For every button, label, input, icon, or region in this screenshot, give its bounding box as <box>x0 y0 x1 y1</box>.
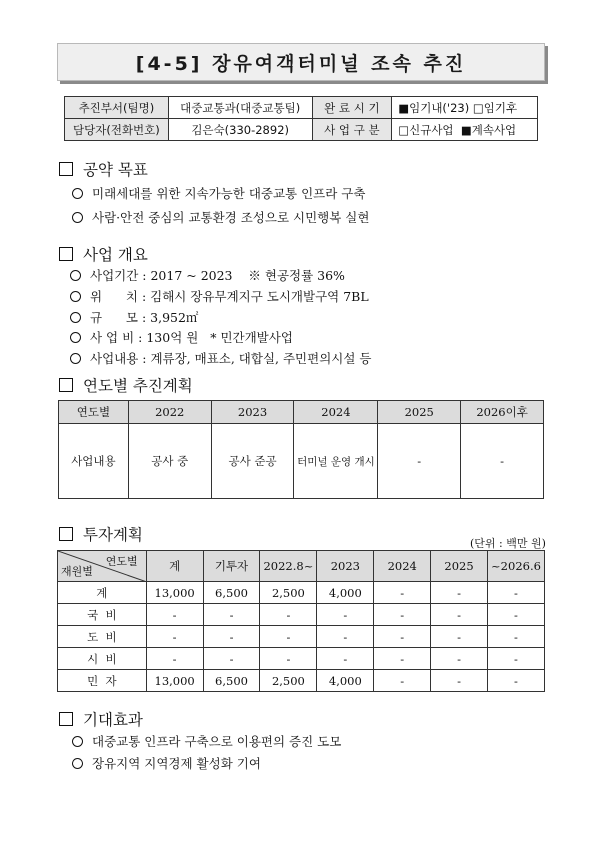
corner-header-cell <box>58 551 147 582</box>
cell: 2,500 <box>260 582 317 604</box>
row-label: 시 비 <box>58 648 147 670</box>
plan-header-cell: 2023 <box>211 401 294 424</box>
cell: - <box>487 670 544 692</box>
row-label: 계 <box>58 582 147 604</box>
investment-row <box>58 648 545 670</box>
plan-header-cell: 2024 <box>294 401 378 424</box>
unit-note: (단위 : 백만 원) <box>470 537 546 550</box>
row-label: 도 비 <box>58 626 147 648</box>
overview-item: 사 업 비 : 130억 원 * 민간개발사업 <box>70 328 293 346</box>
investment-header-cell: ~2026.6 <box>487 551 544 582</box>
circle-bullet-icon <box>70 291 81 302</box>
cell: - <box>431 582 488 604</box>
effect-item: 대중교통 인프라 구축으로 이용편의 증진 도모 <box>72 732 341 750</box>
investment-row <box>58 604 545 626</box>
cell: - <box>203 648 260 670</box>
cell: - <box>431 670 488 692</box>
plan-header-cell: 연도별 <box>59 401 129 424</box>
cell: - <box>374 670 431 692</box>
effect-section-heading <box>59 708 143 730</box>
cell: - <box>487 648 544 670</box>
overview-heading-text: 사업 개요 <box>83 246 148 264</box>
investment-header-cell: 계 <box>146 551 203 582</box>
effect-heading-text: 기대효과 <box>83 711 143 729</box>
corner-top-label: 연도별 <box>105 555 138 568</box>
cell: - <box>487 604 544 626</box>
cell: - <box>431 648 488 670</box>
section-box-icon <box>59 378 73 392</box>
completion-value <box>392 97 538 119</box>
cell: 4,000 <box>317 582 374 604</box>
category-option-2: ■계속사업 <box>460 122 517 137</box>
effect-item: 장유지역 지역경제 활성화 기여 <box>72 754 261 772</box>
cell: - <box>146 648 203 670</box>
cell: - <box>203 626 260 648</box>
cell: 2,500 <box>260 670 317 692</box>
plan-cell: 터미널 운영 개시 <box>294 424 378 499</box>
section-box-icon <box>59 527 73 541</box>
cell: 13,000 <box>146 582 203 604</box>
overview-section-heading <box>59 243 148 265</box>
goal-item: 사람·안전 중심의 교통환경 조성으로 시민행복 실현 <box>72 208 369 226</box>
cell: - <box>431 604 488 626</box>
page-title: [4-5] 장유여객터미널 조속 추진 <box>57 43 545 81</box>
corner-bottom-label: 재원별 <box>61 565 93 578</box>
cell: - <box>487 582 544 604</box>
cell: - <box>260 604 317 626</box>
manager-value: 김은숙(330-2892) <box>168 119 312 141</box>
cell: - <box>374 626 431 648</box>
cell: - <box>317 604 374 626</box>
info-table <box>64 96 538 141</box>
category-option-1: □신규사업 <box>398 122 454 137</box>
circle-bullet-icon <box>72 212 83 223</box>
dept-label: 추진부서(팀명) <box>65 97 169 119</box>
cell: - <box>374 582 431 604</box>
plan-cell: - <box>461 424 544 499</box>
plan-table <box>58 400 544 499</box>
overview-item: 사업기간 : 2017 ~ 2023 ※ 현공정률 36% <box>70 266 345 284</box>
plan-section-heading <box>59 374 193 396</box>
cell: 6,500 <box>203 670 260 692</box>
circle-bullet-icon <box>70 353 81 364</box>
section-box-icon <box>59 162 73 176</box>
plan-cell: 공사 중 <box>128 424 211 499</box>
circle-bullet-icon <box>72 758 83 769</box>
cell: - <box>374 604 431 626</box>
investment-table <box>57 550 545 692</box>
investment-header-cell: 기투자 <box>203 551 260 582</box>
plan-heading-text: 연도별 추진계획 <box>83 377 193 395</box>
investment-row <box>58 670 545 692</box>
overview-item: 규 모 : 3,952㎡ <box>70 308 198 326</box>
circle-bullet-icon <box>70 332 81 343</box>
circle-bullet-icon <box>72 736 83 747</box>
investment-header-cell: 2024 <box>374 551 431 582</box>
goal-heading-text: 공약 목표 <box>83 161 148 179</box>
plan-cell: - <box>378 424 461 499</box>
cell: 6,500 <box>203 582 260 604</box>
investment-section-heading <box>59 523 143 545</box>
investment-row <box>58 626 545 648</box>
row-label: 민 자 <box>58 670 147 692</box>
section-box-icon <box>59 247 73 261</box>
cell: - <box>317 626 374 648</box>
investment-row <box>58 582 545 604</box>
goal-section-heading <box>59 158 148 180</box>
cell: - <box>431 626 488 648</box>
category-value <box>392 119 538 141</box>
row-label: 국 비 <box>58 604 147 626</box>
overview-item: 위 치 : 김해시 장유무계지구 도시개발구역 7BL <box>70 287 369 305</box>
plan-header-cell: 2022 <box>128 401 211 424</box>
cell: 4,000 <box>317 670 374 692</box>
overview-item: 사업내용 : 계류장, 매표소, 대합실, 주민편의시설 등 <box>70 349 371 367</box>
cell: - <box>260 648 317 670</box>
plan-header-cell: 2026이후 <box>461 401 544 424</box>
circle-bullet-icon <box>70 270 81 281</box>
manager-label: 담당자(전화번호) <box>65 119 169 141</box>
completion-option-2: □임기후 <box>472 100 518 115</box>
section-box-icon <box>59 712 73 726</box>
investment-heading-text: 투자계획 <box>83 526 143 544</box>
plan-header-cell: 2025 <box>378 401 461 424</box>
cell: - <box>203 604 260 626</box>
circle-bullet-icon <box>70 312 81 323</box>
dept-value: 대중교통과(대중교통팀) <box>168 97 312 119</box>
cell: - <box>487 626 544 648</box>
category-label: 사 업 구 분 <box>312 119 392 141</box>
cell: - <box>317 648 374 670</box>
circle-bullet-icon <box>72 188 83 199</box>
investment-header-cell: 2023 <box>317 551 374 582</box>
cell: - <box>146 626 203 648</box>
plan-row-label: 사업내용 <box>59 424 129 499</box>
cell: - <box>260 626 317 648</box>
completion-option-1: ■임기내('23) <box>398 100 470 115</box>
investment-header-cell: 2025 <box>431 551 488 582</box>
cell: - <box>146 604 203 626</box>
plan-cell: 공사 준공 <box>211 424 294 499</box>
cell: 13,000 <box>146 670 203 692</box>
cell: - <box>374 648 431 670</box>
goal-item: 미래세대를 위한 지속가능한 대중교통 인프라 구축 <box>72 184 365 202</box>
investment-header-cell: 2022.8~ <box>260 551 317 582</box>
completion-label: 완 료 시 기 <box>312 97 392 119</box>
